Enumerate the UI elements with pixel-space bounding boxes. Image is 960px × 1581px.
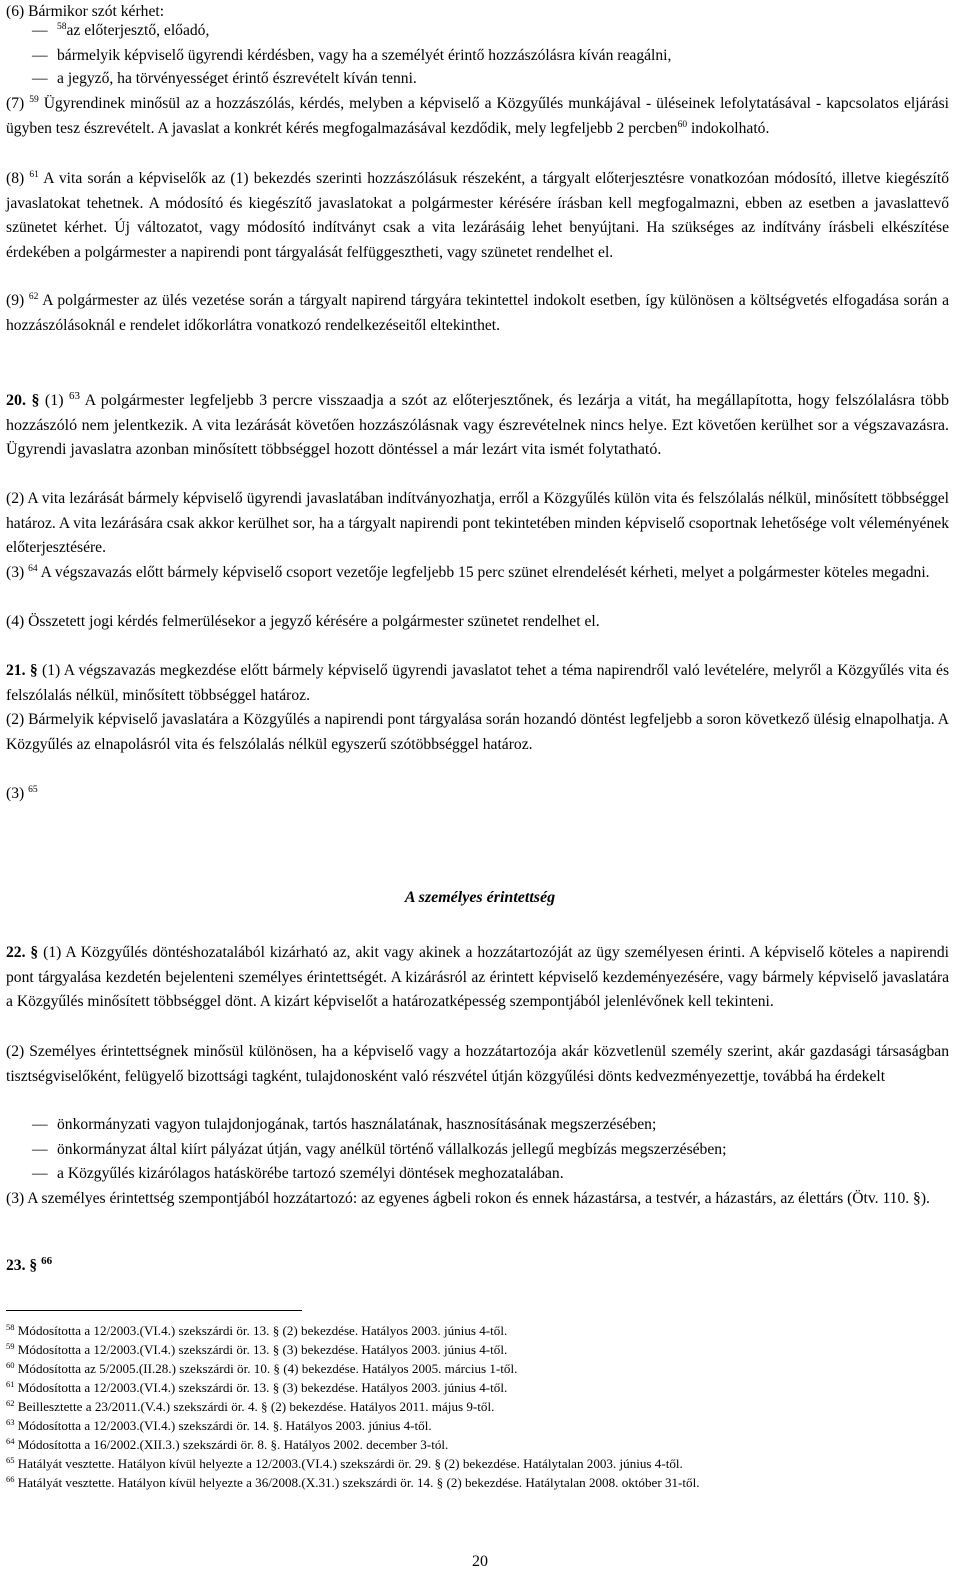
paragraph-text: (1) A végszavazás megkezdése előtt bármely képviselő ügyrendi javaslatot tehet a téma napirendről való levételére, melyről a Közgyűlés vita és felszólalás nélkül, minősített többséggel határoz. (6, 662, 950, 704)
footnote-text: Módosította az 5/2005.(II.28.) szekszárdi ör. 10. § (4) bekezdése. Hatályos 2005. március 1-től. (14, 1361, 518, 1376)
footnote (6, 1379, 949, 1397)
footnote-text: Módosította a 12/2003.(VI.4.) szekszárdi ör. 13. § (3) bekezdése. Hatályos 2003. június 4-től. (14, 1380, 508, 1395)
footnote-ref: 59 (29, 95, 39, 105)
paragraph-text: (1) A Közgyűlés döntéshozatalából kizárható az, akit vagy akinek a hozzátartozóját az ügy személyesen érinti. A képviselő köteles a napirendi pont tárgyalása kezdetén bejelenteni személyes érintettségét. A kizárásról az érintett képviselő kezdeményezésére, vagy bármely képviselő javaslatára a Közgyűlés minősített többséggel dönt. A kizárt képviselőt a határozatképesség szempontjából jelenlévőnek kell tekinteni. (6, 944, 949, 1010)
section-20-paragraph-2: (2) A vita lezárását bármely képviselő ügyrendi javaslatában indítványozhatja, erről a Közgyűlés külön vita és felszólalás nélkül, minősített többséggel határoz. A vita lezárására csak akkor kerülhet sor, ha a tárgyalt napirendi pont tekintetében minden képviselő csoportnak lehetősége volt véleményének előterjesztésére. (6, 490, 949, 556)
footnote-number: 60 (6, 1360, 15, 1370)
section-22-paragraph-2: (2) Személyes érintettségnek minősül különösen, ha a képviselő vagy a hozzátartozója akár közvetlenül személy szerint, akár gazdasági társaságban tisztségviselőként, felügyelő bizottsági tagként, tulajdonosként való részvétel útján közgyűlési dönts kedvezményezettje, továbbá ha érdekelt (6, 1043, 949, 1085)
footnote-number: 63 (6, 1417, 15, 1427)
section-21-paragraph-2: (2) Bármelyik képviselő javaslatára a Közgyűlés a napirendi pont tárgyalása során hozandó döntést legfeljebb a soron következő ülésig elnapolhatja. A Közgyűlés az elnapolásról vita és felszólalás nélkül egyszerű szótöbbséggel határoz. (6, 711, 949, 753)
footnote-ref: 58 (57, 22, 67, 32)
footnote-ref: 61 (29, 170, 39, 180)
footnote-text: Beillesztette a 23/2011.(V.4.) szekszárdi ör. 4. § (2) bekezdése. Hatályos 2011. május 9-től. (14, 1399, 495, 1414)
footnote-separator (6, 1310, 302, 1311)
paragraph-9 (6, 289, 949, 338)
section-22-paragraph-3: (3) A személyes érintettség szempontjából hozzátartozó: az egyenes ágbeli rokon és ennek házastársa, a testvér, a házastárs, az élettárs (Ötv. 110. §). (6, 1190, 930, 1207)
paragraph-text: Ügyrendinek minősül az a hozzászólás, kérdés, melyben a képviselő a Közgyűlés munkájával - üléseinek lefolytatásával - kapcsolatos eljárási ügyben tesz észrevételt. A javaslat a konkrét kérés megfogalmazásával kezdődik, mely legfeljebb 2 percben (6, 95, 949, 137)
section-21-paragraph-3 (6, 782, 949, 807)
footnote (6, 1474, 949, 1492)
section-23 (6, 1254, 949, 1279)
list-item: — bármelyik képviselő ügyrendi kérdésben, vagy ha a személyét érintő hozzászólásra kíván reagálni, (6, 44, 949, 69)
footnote (6, 1455, 949, 1473)
footnote-number: 64 (6, 1436, 15, 1446)
paragraph-label: (9) (6, 292, 25, 309)
section-number: 22. § (6, 944, 39, 961)
paragraph-text: indokolható. (687, 119, 770, 137)
list-item (6, 19, 949, 44)
footnote-ref: 63 (69, 390, 81, 402)
section-number: 21. § (6, 662, 38, 679)
footnote (6, 1417, 949, 1435)
list-item: — a Közgyűlés kizárólagos hatáskörébe tartozó személyi döntések meghozatalában. (6, 1162, 949, 1187)
paragraph-label: (8) (6, 170, 25, 187)
footnote (6, 1398, 949, 1416)
section-heading: A személyes érintettség (404, 889, 556, 906)
footnote-ref: 66 (41, 1255, 53, 1267)
footnote-ref: 60 (677, 119, 688, 130)
footnote-number: 59 (6, 1341, 15, 1351)
section-20-paragraph-4: (4) Összetett jogi kérdés felmerülésekor a jegyző kérésére a polgármester szünetet rendelhet el. (6, 613, 600, 630)
paragraph-text: A vita során a képviselők az (1) bekezdés szerinti hozzászólásuk részeként, a tárgyalt előterjesztésre vonatkozóan módosító, illetve kiegészítő javaslatokat tehetnek. A módosító és kiegészítő javaslatokat a polgármester kérésére írásban kell megfogalmazni, ebben az esetben a javaslattevő szünetet kérhet. Új változatot, vagy módosító indítványt csak a vita lezárásáig lehet benyújtani. Ha szükséges az indítvány írásbeli elkészítése érdekében a polgármester a napirendi pont tárgyalását felfüggesztheti, vagy szünetet rendelhet el. (6, 170, 949, 261)
footnote-text: Módosította a 12/2003.(VI.4.) szekszárdi ör. 13. § (3) bekezdése. Hatályos 2003. június 4-től. (14, 1342, 508, 1357)
footnote-text: Hatályát vesztette. Hatályon kívül helyezte a 36/2008.(X.31.) szekszárdi ör. 14. § (2) bekezdése. Hatálytalan 2008. október 31-től. (14, 1475, 700, 1490)
page-number: 20 (472, 1553, 488, 1570)
footnote-ref: 64 (28, 564, 38, 574)
paragraph-text: A polgármester legfeljebb 3 percre visszaadja a szót az előterjesztőnek, és lezárja a vitát, ha megállapította, hogy felszólalásra több hozzászóló nem jelentkezik. A vita lezárását követően hozzászólásnak vagy észrevételnek nincs helye. Ezt követően kerülhet sor a végszavazásra. Ügyrendi javaslatra azonban minősített többséggel hozott döntéssel a már lezárt vita ismét folytatható. (6, 392, 950, 458)
footnote-number: 61 (6, 1379, 15, 1389)
footnote (6, 1360, 949, 1378)
paragraph-label: (3) (6, 564, 25, 581)
paragraph-text: A végszavazás előtt bármely képviselő csoport vezetője legfeljebb 15 perc szünet elrendelését kérheti, melyet a polgármester köteles megadni. (37, 564, 930, 581)
footnote-text: Hatályát vesztette. Hatályon kívül helyezte a 12/2003.(VI.4.) szekszárdi ör. 29. § (2) bekezdése. Hatálytalan 2003. június 4-től. (14, 1456, 683, 1471)
paragraph-text: A polgármester az ülés vezetése során a tárgyalt napirend tárgyára tekintettel indokolt esetben, így különösen a költségvetés elfogadása során a hozzászólásoknál e rendelet időkorlátra vonatkozó rendelkezéseitől eltekinthet. (6, 292, 949, 334)
footnote-number: 58 (6, 1322, 15, 1332)
list-item-text: az előterjesztő, előadó, (66, 22, 210, 39)
footnote-text: Módosította a 16/2002.(XII.3.) szekszárdi ör. 8. §. Hatályos 2002. december 3-tól. (14, 1437, 449, 1452)
section-21-paragraph-1 (6, 659, 949, 708)
footnote-number: 62 (6, 1398, 15, 1408)
section-22-paragraph-1 (6, 941, 949, 1015)
section-20-paragraph-1 (6, 389, 949, 463)
footnote-number: 65 (6, 1455, 15, 1465)
paragraph-7 (6, 92, 949, 141)
section-number: 23. § (6, 1257, 38, 1274)
list-item: — a jegyző, ha törvényességet érintő észrevételt kíván tenni. (6, 67, 949, 92)
paragraph-6-intro: (6) Bármikor szót kérhet: (6, 3, 165, 20)
section-20-paragraph-3 (6, 561, 949, 586)
footnote (6, 1341, 949, 1359)
paragraph-label: (7) (6, 95, 25, 112)
list-item: — önkormányzati vagyon tulajdonjogának, tartós használatának, hasznosításának megszerzésében; (6, 1113, 949, 1138)
list-item: — önkormányzat által kiírt pályázat útján, vagy anélkül történő vállalkozás jellegű megbízás megszerzésében; (6, 1138, 949, 1163)
footnote-text: Módosította a 12/2003.(VI.4.) szekszárdi ör. 14. §. Hatályos 2003. június 4-től. (14, 1418, 432, 1433)
footnote-text: Módosította a 12/2003.(VI.4.) szekszárdi ör. 13. § (2) bekezdése. Hatályos 2003. június 4-től. (14, 1323, 508, 1338)
paragraph-8 (6, 167, 949, 265)
section-number: 20. § (6, 392, 40, 409)
paragraph-label: (3) (6, 785, 25, 802)
footnote-number: 66 (6, 1474, 15, 1484)
footnote (6, 1322, 949, 1340)
footnote-ref: 62 (28, 292, 39, 302)
footnote-ref: 65 (28, 785, 38, 795)
paragraph-label: (1) (39, 392, 64, 409)
footnote (6, 1436, 949, 1454)
